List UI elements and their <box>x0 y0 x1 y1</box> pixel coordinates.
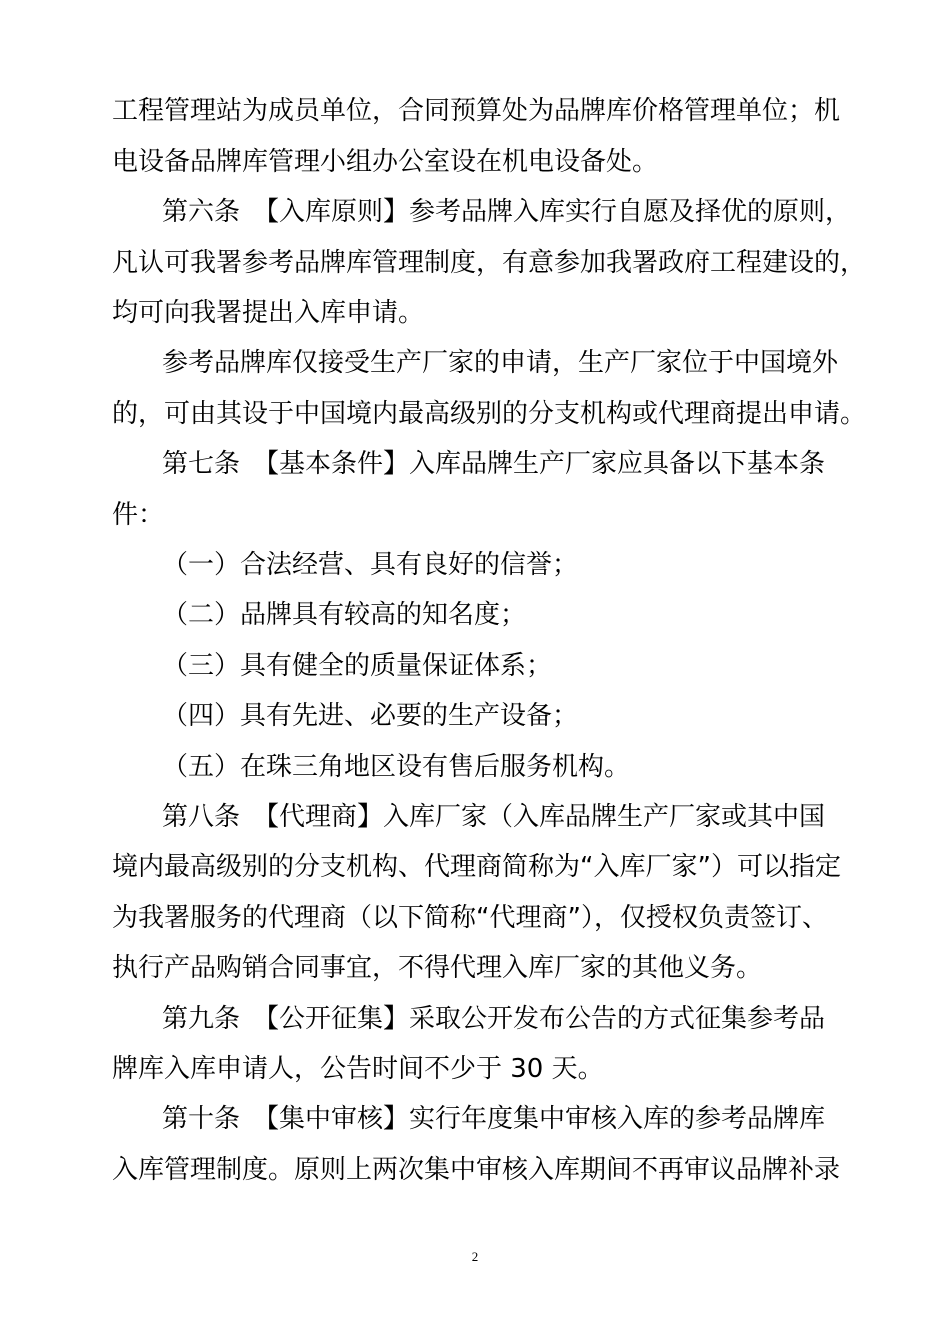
text-line: 工程管理站为成员单位，合同预算处为品牌库价格管理单位；机 <box>112 96 841 126</box>
text-line: 参考品牌库仅接受生产厂家的申请，生产厂家位于中国境外 <box>162 348 839 378</box>
text-line: （二）品牌具有较高的知名度； <box>162 600 527 630</box>
text-line: （五）在珠三角地区设有售后服务机构。 <box>162 752 631 782</box>
text-line: （四）具有先进、必要的生产设备； <box>162 701 579 731</box>
text-line: 第六条 【入库原则】参考品牌入库实行自愿及择优的原则， <box>162 197 852 227</box>
text-line: 凡认可我署参考品牌库管理制度，有意参加我署政府工程建设的， <box>112 248 867 278</box>
text-line: 执行产品购销合同事宜，不得代理入库厂家的其他义务。 <box>112 953 763 983</box>
text-line: 均可向我署提出入库申请。 <box>112 298 425 328</box>
text-line: 的，可由其设于中国境内最高级别的分支机构或代理商提出申请。 <box>112 399 867 429</box>
text-line: 第七条 【基本条件】入库品牌生产厂家应具备以下基本条 <box>162 449 826 479</box>
text-line: 第九条 【公开征集】采取公开发布公告的方式征集参考品 <box>162 1004 826 1034</box>
text-line: （一）合法经营、具有良好的信誉； <box>162 550 579 580</box>
text-line: 第十条 【集中审核】实行年度集中审核入库的参考品牌库 <box>162 1104 826 1134</box>
text-line: 电设备品牌库管理小组办公室设在机电设备处。 <box>112 147 659 177</box>
text-line: 为我署服务的代理商（以下简称“代理商”），仅授权负责签订、 <box>112 903 828 933</box>
page-number: 2 <box>471 1249 479 1264</box>
text-line: 第八条 【代理商】入库厂家（入库品牌生产厂家或其中国 <box>162 802 826 832</box>
text-line: 件： <box>112 500 165 530</box>
text-line: 境内最高级别的分支机构、代理商简称为“入库厂家”）可以指定 <box>112 852 841 882</box>
text-line: （三）具有健全的质量保证体系； <box>162 651 553 681</box>
text-line: 入库管理制度。原则上两次集中审核入库期间不再审议品牌补录 <box>112 1155 841 1185</box>
text-line: 牌库入库申请人，公告时间不少于 30 天。 <box>112 1054 604 1084</box>
